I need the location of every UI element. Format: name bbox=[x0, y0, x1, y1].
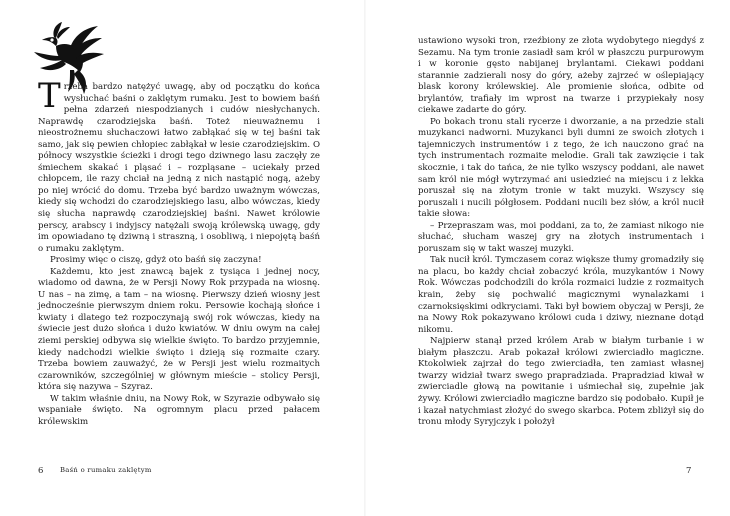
page-number: 6 bbox=[38, 466, 44, 476]
right-page bbox=[366, 0, 730, 516]
paragraph: Tak nucił król. Tymczasem coraz większe tłumy gromadziły się na placu, bo każdy chciał zobaczyć króla, muzykantów i Nowy Rok. Wówczas podchodzili do króla rozmaici ludzie z rozmaitych krain, żeby się pochwalić magicznymi wynalazkami i czarnoksięskimi odkryciami. Taki był bowiem obyczaj w Persji, że na Nowy Rok pokazywano królowi cuda i dziwy, nieznane dotąd nikomu. bbox=[418, 255, 704, 335]
paragraph: Każdemu, kto jest znawcą bajek z tysiąca i jednej nocy, wiadomo od dawna, że w Persji Nowy Rok przypada na wiosnę. U nas – na zimę, a tam – na wiosnę. Pierwszy dzień wiosny jest jednocześnie pierwszym dniem roku. Persowie kochają słońce i kwiaty i dlatego też rozpoczynają swój rok wówczas, kiedy na świecie jest dużo słońca i dużo kwiatów. W dniu owym na całej ziemi perskiej odbywa się wielkie święto. To bardzo przyjemnie, kiedy nadchodzi wielkie święto i dzieją się rozmaite czary. Trzeba bowiem zauważyć, że w Persji jest wielu rozmaitych czarowników, szczególniej w głównym mieście – stolicy Persji, która się nazywa – Szyraz. bbox=[38, 266, 320, 393]
right-page-body bbox=[418, 36, 704, 429]
paragraph: Prosimy więc o ciszę, gdyż oto baśń się zaczyna! bbox=[50, 255, 262, 266]
left-page-body bbox=[38, 76, 320, 428]
paragraph: W takim właśnie dniu, na Nowy Rok, w Szyrazie odbywało się wspaniałe święto. Na ogromnym placu przed pałacem królewskim bbox=[38, 393, 320, 427]
left-page bbox=[0, 0, 364, 516]
paragraph: – Przepraszam was, moi poddani, za to, że zamiast nikogo nie słuchać, słucham waszej gry na złotych instrumentach i poruszam się w takt waszej muzyki. bbox=[418, 220, 704, 254]
paragraph: ustawiono wysoki tron, rzeźbiony ze złota wydobytego niegdyś z Sezamu. Na tym tronie zasiadł sam król w płaszczu purpurowym i w koronie gęsto nabijanej brylantami. Ciekawi poddani starannie zadzierali nosy do góry, ażeby zajrzeć w oślepiający blask korony królewskiej. Ale promienie słońca, odbite od brylantów, trafiały im wprost na twarze i przypiekały nosy ciekawe zadarte do góry. bbox=[418, 36, 704, 116]
paragraph: Najpierw stanął przed królem Arab w białym turbanie i w białym płaszczu. Arab pokazał królowi zwierciadło magiczne. Ktokolwiek zajrzał do tego zwierciadła, ten zamiast własnej twarzy widział twarz swego prapradziada. Prapradziad kiwał w zwierciadle głową na powitanie i uśmiechał się, zupełnie jak żywy. Królowi zwierciadło magiczne bardzo się podobało. Kupił je i kazał natychmiast złożyć do swego skarbca. Potem zbliżył się do tronu młody Syryjczyk i położył bbox=[418, 336, 704, 428]
drop-cap: T bbox=[38, 76, 61, 116]
running-head: Baśń o rumaku zaklętym bbox=[60, 466, 152, 474]
page-number: 7 bbox=[686, 466, 692, 476]
paragraph: Trzeba bardzo natężyć uwagę, aby od początku do końca wysłuchać baśni o zaklętym rumaku. Jest to bowiem baśń pełna zdarzeń niespodzianych i cudów niesłychanych. Naprawdę czarodziejska baśń. Toteż nieuważnemu i nieostrożnemu słuchaczowi łatwo zabłąkać się w tej baśni tak samo, jak się pewien chłopiec zabłąkał w lesie czarodziejskim. O północy wszystkie ścieżki i drogi tego dziwnego lasu zaczęły ze śmiechem skakać i pląsać i – rozpląsane – uciekały przed chłopcem, ile razy chciał na jedną z nich nastąpić nogą, ażeby po niej wrócić do domu. Trzeba być bardzo uważnym wówczas, kiedy się wchodzi do czarodziejskiego lasu, albo wówczas, kiedy się słucha naprawdę czarodziejskiej baśni. Nawet królowie perscy, arabscy i indyjscy natężali swoją królewską uwagę, gdy im opowiadano tę dziwną i straszną, i osobliwą, i niepojętą baśń o rumaku zaklętym. bbox=[38, 76, 320, 254]
paragraph: Po bokach tronu stali rycerze i dworzanie, a na przedzie stali muzykanci nadworni. Muzykanci byli dumni ze swoich złotych i tajemniczych instrumentów i z tego, że ich nauczono grać na tych instrumentach rozmaite melodie. Grali tak zawzięcie i tak skocznie, i tak do tańca, że nie tylko wszyscy poddani, ale nawet sam król nie mógł wytrzymać ani usiedzieć na miejscu i z lekka poruszał się na złotym tronie w takt muzyki. Wszyscy się poruszali i nucili półgłosem. Poddani nucili bez słów, a król nucił takie słowa: bbox=[418, 116, 704, 220]
